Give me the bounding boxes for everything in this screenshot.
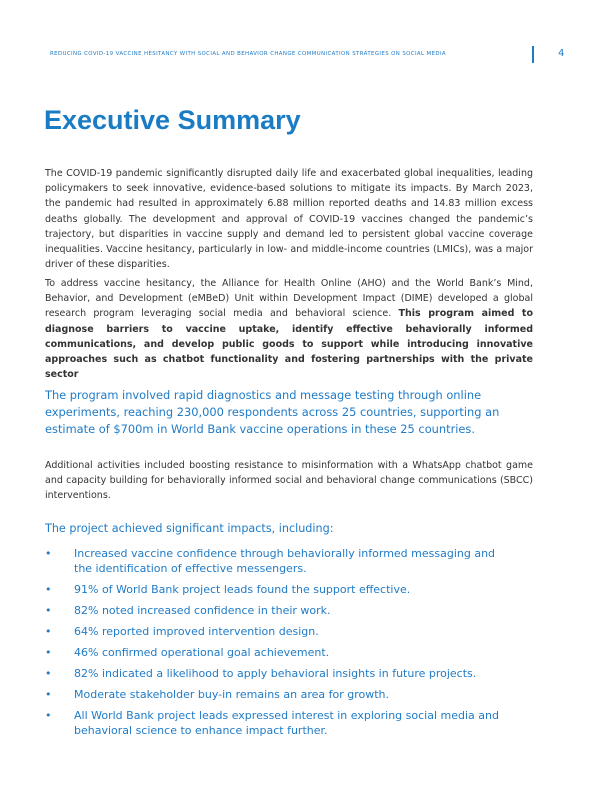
page-number: 4 <box>558 48 565 59</box>
list-item <box>45 687 515 702</box>
list-item-text: 46% confirmed operational goal achievement. <box>74 646 330 660</box>
list-item <box>45 546 515 576</box>
bullet: • <box>45 604 52 618</box>
highlight-paragraph: The program involved rapid diagnostics and message testing through online experiments, reaching 230,000 respondents across 25 countries, supporting an estimate of $700m in World Bank vaccine operations in these 25 countries. <box>45 388 500 437</box>
list-item <box>45 582 515 597</box>
impacts-heading: The project achieved significant impacts, including: <box>45 522 334 535</box>
page-header <box>50 46 570 64</box>
program-paragraph <box>45 276 533 382</box>
list-item-text: All World Bank project leads expressed interest in exploring social media and behavioral science to enhance impact further. <box>74 709 499 738</box>
intro-paragraph: The COVID-19 pandemic significantly disrupted daily life and exacerbated global inequalities, leading policymakers to seek innovative, evidence-based solutions to mitigate its impacts. By March 2023, the pandemic had resulted in approximately 6.88 million reported deaths and 14.83 million excess deaths globally. The development and approval of COVID-19 vaccines changed the pandemic’s trajectory, but disparities in vaccine supply and demand led to persistent global vaccine coverage inequalities. Vaccine hesitancy, particularly in low- and middle-income countries (LMICs), was a major driver of these disparities. <box>45 168 533 271</box>
bullet: • <box>45 583 52 597</box>
list-item <box>45 666 515 681</box>
header-divider <box>532 46 534 63</box>
bullet: • <box>45 667 52 681</box>
list-item-text: Increased vaccine confidence through behaviorally informed messaging and the identification of effective messengers. <box>74 547 496 576</box>
list-item-text: 82% noted increased confidence in their work. <box>74 604 331 618</box>
list-item-text: Moderate stakeholder buy-in remains an area for growth. <box>74 688 390 702</box>
program-paragraph-intro: To address vaccine hesitancy, the Alliance for Health Online (AHO) and the World Bank’s Mind, Behavior, and Development (eMBeD) Unit within Development Impact (DIME) developed a global research program leveraging social media and behavioral science. <box>45 278 533 320</box>
impacts-list <box>45 546 515 744</box>
header-title: REDUCING COVID-19 VACCINE HESITANCY WITH SOCIAL AND BEHAVIOR CHANGE COMMUNICATION STRATEGIES ON SOCIAL MEDIA <box>50 51 447 57</box>
list-item <box>45 708 515 738</box>
list-item-text: 91% of World Bank project leads found the support effective. <box>74 583 411 597</box>
bullet: • <box>45 688 52 702</box>
page-title: Executive Summary <box>44 105 301 135</box>
bullet: • <box>45 547 52 560</box>
list-item <box>45 624 515 639</box>
activities-paragraph: Additional activities included boosting resistance to misinformation with a WhatsApp chatbot game and capacity building for behaviorally informed social and behavioral change communications (SBCC) interventions. <box>45 460 533 502</box>
list-item-text: 82% indicated a likelihood to apply behavioral insights in future projects. <box>74 667 477 681</box>
bullet: • <box>45 646 52 660</box>
bullet: • <box>45 709 52 723</box>
bullet: • <box>45 625 52 639</box>
list-item <box>45 603 515 618</box>
list-item-text: 64% reported improved intervention design. <box>74 625 319 639</box>
list-item <box>45 645 515 660</box>
program-paragraph-emphasis: This program aimed to diagnose barriers to vaccine uptake, identify effective behaviorally informed communications, and develop public goods to support while introducing innovative approaches such as chatbot functionality and fostering partnerships with the private sector <box>45 308 533 381</box>
